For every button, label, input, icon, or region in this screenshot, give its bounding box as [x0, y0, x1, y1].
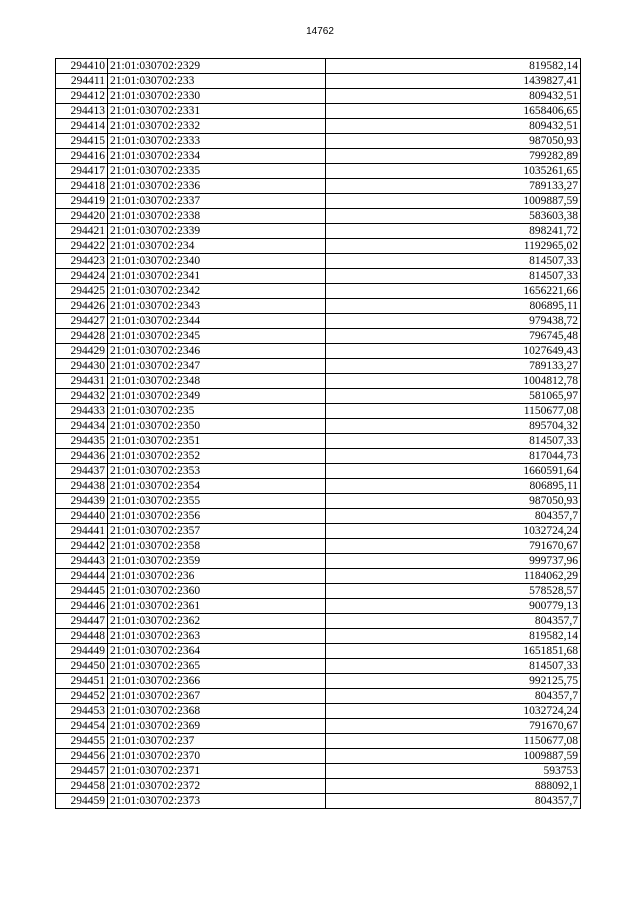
row-number-cell: 294440	[56, 509, 108, 524]
table-row	[56, 119, 581, 134]
cadastral-value-cell: 1660591,64	[326, 464, 581, 479]
row-number-cell: 294430	[56, 359, 108, 374]
row-number-cell: 294435	[56, 434, 108, 449]
cadastral-value-cell: 806895,11	[326, 479, 581, 494]
cadastral-number-cell: 21:01:030702:2333	[108, 134, 326, 149]
cadastral-number-cell: 21:01:030702:2332	[108, 119, 326, 134]
cadastral-number-cell: 21:01:030702:2336	[108, 179, 326, 194]
cadastral-number-cell: 21:01:030702:2337	[108, 194, 326, 209]
table-row	[56, 404, 581, 419]
table-row	[56, 179, 581, 194]
table-row	[56, 419, 581, 434]
cadastral-number-cell: 21:01:030702:2366	[108, 674, 326, 689]
table-row	[56, 794, 581, 809]
cadastral-number-cell: 21:01:030702:234	[108, 239, 326, 254]
table-row	[56, 284, 581, 299]
table-row	[56, 719, 581, 734]
table-row	[56, 149, 581, 164]
cadastral-value-cell: 796745,48	[326, 329, 581, 344]
cadastral-value-cell: 814507,33	[326, 434, 581, 449]
cadastral-value-cell: 578528,57	[326, 584, 581, 599]
cadastral-number-cell: 21:01:030702:2345	[108, 329, 326, 344]
table-row	[56, 689, 581, 704]
cadastral-value-cell: 819582,14	[326, 59, 581, 74]
cadastral-value-cell: 898241,72	[326, 224, 581, 239]
row-number-cell: 294413	[56, 104, 108, 119]
cadastral-number-cell: 21:01:030702:2351	[108, 434, 326, 449]
cadastral-number-cell: 21:01:030702:2369	[108, 719, 326, 734]
cadastral-value-cell: 804357,7	[326, 614, 581, 629]
table-row	[56, 659, 581, 674]
cadastral-value-cell: 1184062,29	[326, 569, 581, 584]
cadastral-value-cell: 992125,75	[326, 674, 581, 689]
cadastral-value-cell: 888092,1	[326, 779, 581, 794]
cadastral-number-cell: 21:01:030702:2371	[108, 764, 326, 779]
row-number-cell: 294449	[56, 644, 108, 659]
table-row	[56, 314, 581, 329]
row-number-cell: 294452	[56, 689, 108, 704]
cadastral-value-cell: 804357,7	[326, 794, 581, 809]
cadastral-number-cell: 21:01:030702:2339	[108, 224, 326, 239]
row-number-cell: 294434	[56, 419, 108, 434]
cadastral-number-cell: 21:01:030702:2349	[108, 389, 326, 404]
cadastral-number-cell: 21:01:030702:236	[108, 569, 326, 584]
cadastral-number-cell: 21:01:030702:2330	[108, 89, 326, 104]
cadastral-value-cell: 791670,67	[326, 719, 581, 734]
row-number-cell: 294451	[56, 674, 108, 689]
cadastral-number-cell: 21:01:030702:2341	[108, 269, 326, 284]
cadastral-number-cell: 21:01:030702:2354	[108, 479, 326, 494]
cadastral-value-cell: 999737,96	[326, 554, 581, 569]
table-row	[56, 674, 581, 689]
row-number-cell: 294423	[56, 254, 108, 269]
table-row	[56, 344, 581, 359]
cadastral-number-cell: 21:01:030702:2344	[108, 314, 326, 329]
cadastral-number-cell: 21:01:030702:2362	[108, 614, 326, 629]
cadastral-number-cell: 21:01:030702:2372	[108, 779, 326, 794]
row-number-cell: 294422	[56, 239, 108, 254]
cadastral-number-cell: 21:01:030702:2347	[108, 359, 326, 374]
cadastral-value-cell: 814507,33	[326, 269, 581, 284]
row-number-cell: 294426	[56, 299, 108, 314]
row-number-cell: 294410	[56, 59, 108, 74]
cadastral-number-cell: 21:01:030702:2350	[108, 419, 326, 434]
table-row	[56, 434, 581, 449]
table-row	[56, 74, 581, 89]
table-row	[56, 779, 581, 794]
row-number-cell: 294420	[56, 209, 108, 224]
cadastral-number-cell: 21:01:030702:2370	[108, 749, 326, 764]
table-row	[56, 59, 581, 74]
table-row	[56, 644, 581, 659]
cadastral-number-cell: 21:01:030702:2352	[108, 449, 326, 464]
row-number-cell: 294414	[56, 119, 108, 134]
cadastral-value-cell: 1439827,41	[326, 74, 581, 89]
row-number-cell: 294458	[56, 779, 108, 794]
row-number-cell: 294419	[56, 194, 108, 209]
table-row	[56, 584, 581, 599]
cadastral-value-cell: 1027649,43	[326, 344, 581, 359]
row-number-cell: 294448	[56, 629, 108, 644]
table-row	[56, 374, 581, 389]
cadastral-number-cell: 21:01:030702:233	[108, 74, 326, 89]
row-number-cell: 294411	[56, 74, 108, 89]
cadastral-number-cell: 21:01:030702:2346	[108, 344, 326, 359]
table-row	[56, 299, 581, 314]
table-body	[56, 59, 581, 809]
table-row	[56, 89, 581, 104]
cadastral-value-cell: 809432,51	[326, 119, 581, 134]
cadastral-value-cell: 1035261,65	[326, 164, 581, 179]
cadastral-value-cell: 789133,27	[326, 179, 581, 194]
cadastral-value-cell: 814507,33	[326, 254, 581, 269]
table-row	[56, 164, 581, 179]
cadastral-value-cell: 1009887,59	[326, 194, 581, 209]
table-row	[56, 509, 581, 524]
table-row	[56, 209, 581, 224]
row-number-cell: 294443	[56, 554, 108, 569]
table-row	[56, 554, 581, 569]
row-number-cell: 294459	[56, 794, 108, 809]
cadastral-value-cell: 804357,7	[326, 509, 581, 524]
row-number-cell: 294412	[56, 89, 108, 104]
table-row	[56, 524, 581, 539]
cadastral-value-cell: 987050,93	[326, 494, 581, 509]
cadastral-number-cell: 21:01:030702:2353	[108, 464, 326, 479]
table-row	[56, 464, 581, 479]
cadastral-value-cell: 804357,7	[326, 689, 581, 704]
table-row	[56, 539, 581, 554]
cadastral-number-cell: 21:01:030702:2358	[108, 539, 326, 554]
row-number-cell: 294431	[56, 374, 108, 389]
row-number-cell: 294432	[56, 389, 108, 404]
table-row	[56, 134, 581, 149]
row-number-cell: 294441	[56, 524, 108, 539]
cadastral-value-cell: 1651851,68	[326, 644, 581, 659]
row-number-cell: 294450	[56, 659, 108, 674]
cadastral-number-cell: 21:01:030702:2355	[108, 494, 326, 509]
table-row	[56, 194, 581, 209]
table-row	[56, 479, 581, 494]
row-number-cell: 294439	[56, 494, 108, 509]
row-number-cell: 294437	[56, 464, 108, 479]
row-number-cell: 294416	[56, 149, 108, 164]
table-row	[56, 704, 581, 719]
cadastral-number-cell: 21:01:030702:2334	[108, 149, 326, 164]
table-row	[56, 749, 581, 764]
cadastral-value-cell: 817044,73	[326, 449, 581, 464]
cadastral-value-cell: 1009887,59	[326, 749, 581, 764]
cadastral-number-cell: 21:01:030702:2343	[108, 299, 326, 314]
cadastral-value-cell: 1150677,08	[326, 404, 581, 419]
row-number-cell: 294418	[56, 179, 108, 194]
cadastral-value-cell: 1658406,65	[326, 104, 581, 119]
cadastral-number-cell: 21:01:030702:2357	[108, 524, 326, 539]
table-row	[56, 269, 581, 284]
cadastral-number-cell: 21:01:030702:2373	[108, 794, 326, 809]
row-number-cell: 294447	[56, 614, 108, 629]
cadastral-value-cell: 809432,51	[326, 89, 581, 104]
row-number-cell: 294427	[56, 314, 108, 329]
cadastral-number-cell: 21:01:030702:2368	[108, 704, 326, 719]
cadastral-value-cell: 1192965,02	[326, 239, 581, 254]
row-number-cell: 294445	[56, 584, 108, 599]
row-number-cell: 294436	[56, 449, 108, 464]
row-number-cell: 294455	[56, 734, 108, 749]
cadastral-number-cell: 21:01:030702:2356	[108, 509, 326, 524]
cadastral-value-cell: 791670,67	[326, 539, 581, 554]
cadastral-number-cell: 21:01:030702:2367	[108, 689, 326, 704]
cadastral-number-cell: 21:01:030702:2348	[108, 374, 326, 389]
cadastral-value-cell: 895704,32	[326, 419, 581, 434]
table-row	[56, 569, 581, 584]
cadastral-number-cell: 21:01:030702:2342	[108, 284, 326, 299]
cadastral-value-cell: 987050,93	[326, 134, 581, 149]
row-number-cell: 294428	[56, 329, 108, 344]
row-number-cell: 294429	[56, 344, 108, 359]
cadastral-value-cell: 819582,14	[326, 629, 581, 644]
cadastral-value-cell: 1004812,78	[326, 374, 581, 389]
cadastral-number-cell: 21:01:030702:2329	[108, 59, 326, 74]
table-row	[56, 734, 581, 749]
row-number-cell: 294424	[56, 269, 108, 284]
table-row	[56, 599, 581, 614]
cadastral-value-cell: 789133,27	[326, 359, 581, 374]
row-number-cell: 294446	[56, 599, 108, 614]
cadastral-value-cell: 1150677,08	[326, 734, 581, 749]
row-number-cell: 294415	[56, 134, 108, 149]
table-row	[56, 614, 581, 629]
row-number-cell: 294453	[56, 704, 108, 719]
cadastral-value-cell: 1656221,66	[326, 284, 581, 299]
row-number-cell: 294421	[56, 224, 108, 239]
cadastral-value-cell: 593753	[326, 764, 581, 779]
row-number-cell: 294444	[56, 569, 108, 584]
cadastral-number-cell: 21:01:030702:2340	[108, 254, 326, 269]
cadastral-number-cell: 21:01:030702:237	[108, 734, 326, 749]
table-row	[56, 254, 581, 269]
table-row	[56, 329, 581, 344]
table-row	[56, 224, 581, 239]
table-row	[56, 359, 581, 374]
table-row	[56, 239, 581, 254]
row-number-cell: 294442	[56, 539, 108, 554]
table-row	[56, 104, 581, 119]
row-number-cell: 294457	[56, 764, 108, 779]
cadastral-number-cell: 21:01:030702:2331	[108, 104, 326, 119]
cadastral-number-cell: 21:01:030702:2363	[108, 629, 326, 644]
cadastral-value-cell: 1032724,24	[326, 524, 581, 539]
cadastral-value-cell: 979438,72	[326, 314, 581, 329]
cadastral-value-cell: 814507,33	[326, 659, 581, 674]
cadastral-number-cell: 21:01:030702:235	[108, 404, 326, 419]
cadastral-value-cell: 583603,38	[326, 209, 581, 224]
cadastral-number-cell: 21:01:030702:2335	[108, 164, 326, 179]
cadastral-number-cell: 21:01:030702:2338	[108, 209, 326, 224]
table-row	[56, 494, 581, 509]
cadastral-number-cell: 21:01:030702:2364	[108, 644, 326, 659]
cadastral-value-cell: 581065,97	[326, 389, 581, 404]
table-row	[56, 449, 581, 464]
cadastral-number-cell: 21:01:030702:2365	[108, 659, 326, 674]
cadastral-number-cell: 21:01:030702:2361	[108, 599, 326, 614]
row-number-cell: 294433	[56, 404, 108, 419]
page-number: 14762	[306, 26, 334, 37]
table-row	[56, 764, 581, 779]
row-number-cell: 294456	[56, 749, 108, 764]
cadastral-value-cell: 900779,13	[326, 599, 581, 614]
cadastral-value-cell: 799282,89	[326, 149, 581, 164]
row-number-cell: 294454	[56, 719, 108, 734]
cadastral-value-table	[55, 58, 581, 809]
table-row	[56, 389, 581, 404]
cadastral-number-cell: 21:01:030702:2360	[108, 584, 326, 599]
row-number-cell: 294417	[56, 164, 108, 179]
cadastral-number-cell: 21:01:030702:2359	[108, 554, 326, 569]
cadastral-value-cell: 806895,11	[326, 299, 581, 314]
row-number-cell: 294425	[56, 284, 108, 299]
cadastral-value-cell: 1032724,24	[326, 704, 581, 719]
table-row	[56, 629, 581, 644]
row-number-cell: 294438	[56, 479, 108, 494]
